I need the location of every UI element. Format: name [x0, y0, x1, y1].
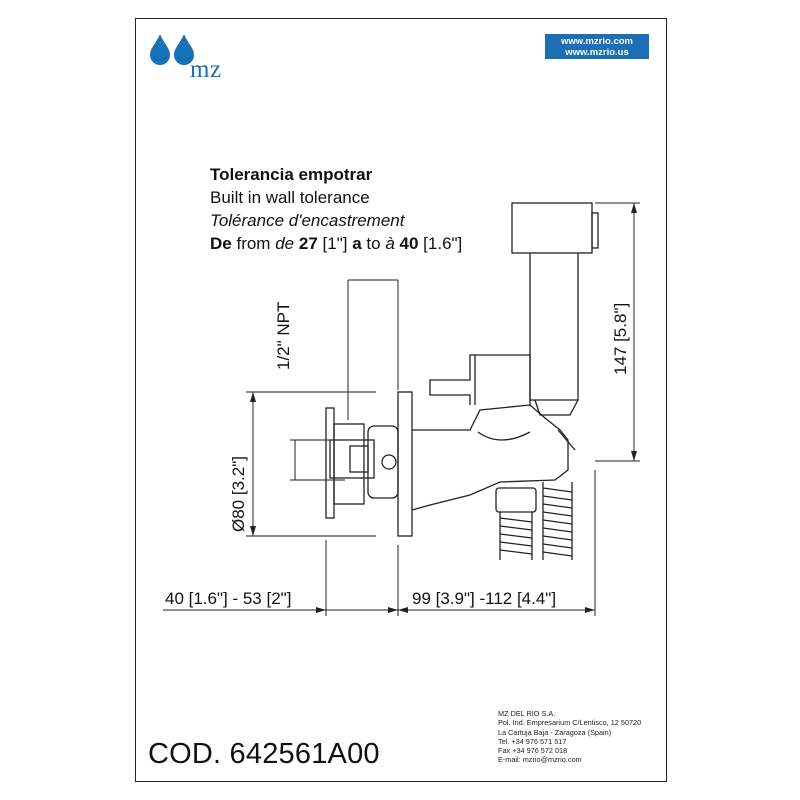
- range-min: 27: [298, 234, 318, 253]
- range-max-in: [1.6"]: [423, 234, 463, 253]
- depth-label: 40 [1.6"] - 53 [2"]: [165, 589, 292, 608]
- website-link-us[interactable]: www.mzrio.us: [565, 47, 629, 58]
- dimension-height: [595, 203, 640, 461]
- range-to: to: [366, 234, 381, 253]
- range-from: from: [236, 234, 271, 253]
- company-fax: Fax +34 976 572 018: [498, 746, 568, 756]
- hose-left: [496, 488, 536, 560]
- website-link-com[interactable]: www.mzrio.com: [561, 36, 633, 47]
- dimension-thread: [274, 280, 398, 420]
- outer-fitting: [412, 203, 598, 510]
- range-de: De: [210, 234, 232, 253]
- range-a-fr: à: [385, 234, 395, 253]
- range-a: a: [352, 234, 362, 253]
- range-max: 40: [399, 234, 419, 253]
- company-address-1: Pol. Ind. Empresarium C/Lentisco, 12 50720: [498, 718, 642, 728]
- company-info: [498, 709, 641, 765]
- company-tel: Tel. +34 976 571 517: [498, 736, 567, 746]
- thread-label: 1/2" NPT: [274, 301, 293, 370]
- tolerance-title-en: Built in wall tolerance: [210, 188, 370, 207]
- product-code: COD. 642561A00: [148, 738, 380, 770]
- projection-label: 99 [3.9"] -112 [4.4"]: [412, 589, 557, 608]
- wall-plate: [398, 392, 412, 536]
- valve-body: [326, 408, 398, 518]
- dimension-bottom: [163, 470, 595, 616]
- company-address-2: La Cartuja Baja - Zaragoza (Spain): [498, 727, 612, 737]
- range-min-in: [1"]: [322, 234, 348, 253]
- tolerance-title-es: Tolerancia empotrar: [210, 165, 373, 184]
- diameter-label: Ø80 [3.2"]: [229, 456, 248, 532]
- dimension-diameter: [229, 392, 376, 536]
- logo-text: mz: [190, 56, 222, 83]
- height-label: 147 [5.8"]: [611, 302, 630, 375]
- range-de-fr: de: [275, 234, 295, 253]
- hose-right: [543, 482, 572, 560]
- company-name: MZ DEL RIO S.A.: [498, 709, 556, 718]
- tolerance-title-fr: Tolérance d'encastrement: [210, 211, 405, 230]
- company-email[interactable]: E-mail: mzrio@mzrio.com: [498, 755, 582, 765]
